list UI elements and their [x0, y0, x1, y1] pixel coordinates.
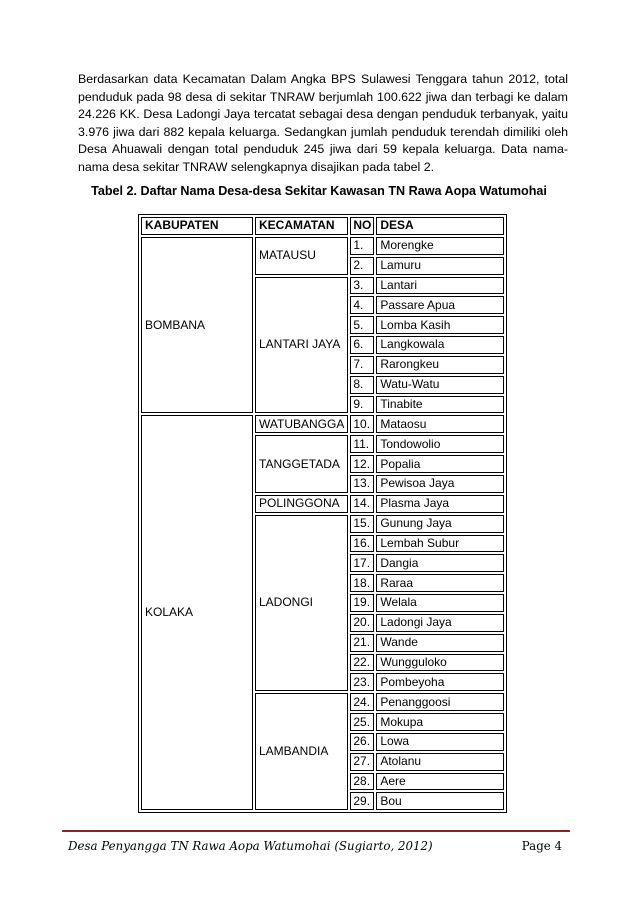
- cell-desa: Morengke: [376, 237, 504, 255]
- cell-kecamatan: LAMBANDIA: [255, 693, 348, 810]
- cell-no: 7.: [350, 356, 374, 374]
- header-desa: DESA: [376, 217, 504, 235]
- cell-no: 2.: [350, 257, 374, 275]
- cell-no: 29.: [350, 792, 374, 810]
- cell-no: 17.: [350, 554, 374, 572]
- body-paragraph: [78, 71, 568, 177]
- cell-no: 18.: [350, 574, 374, 592]
- cell-no: 22.: [350, 654, 374, 672]
- cell-no: 21.: [350, 634, 374, 652]
- table-header-row: [141, 217, 504, 235]
- cell-no: 11.: [350, 435, 374, 453]
- cell-desa: Atolanu: [376, 753, 504, 771]
- cell-no: 28.: [350, 773, 374, 791]
- cell-desa: Popalia: [376, 455, 504, 473]
- cell-desa: Wande: [376, 634, 504, 652]
- cell-desa: Mokupa: [376, 713, 504, 731]
- cell-kabupaten: BOMBANA: [141, 237, 253, 414]
- cell-no: 10.: [350, 415, 374, 433]
- cell-no: 4.: [350, 296, 374, 314]
- cell-no: 5.: [350, 316, 374, 334]
- cell-kecamatan: TANGGETADA: [255, 435, 348, 493]
- cell-no: 8.: [350, 376, 374, 394]
- cell-kecamatan: POLINGGONA: [255, 495, 348, 513]
- footer-rule: [62, 830, 570, 832]
- cell-no: 15.: [350, 515, 374, 533]
- cell-desa: Tondowolio: [376, 435, 504, 453]
- cell-desa: Plasma Jaya: [376, 495, 504, 513]
- cell-desa: Wungguloko: [376, 654, 504, 672]
- cell-desa: Passare Apua: [376, 296, 504, 314]
- cell-no: 16.: [350, 535, 374, 553]
- cell-desa: Mataosu: [376, 415, 504, 433]
- cell-no: 3.: [350, 277, 374, 295]
- cell-desa: Lantari: [376, 277, 504, 295]
- cell-desa: Lomba Kasih: [376, 316, 504, 334]
- cell-desa: Lowa: [376, 733, 504, 751]
- cell-desa: Tinabite: [376, 396, 504, 414]
- cell-no: 26.: [350, 733, 374, 751]
- cell-kecamatan: MATAUSU: [255, 237, 348, 275]
- cell-desa: Rarongkeu: [376, 356, 504, 374]
- cell-desa: Pewisoa Jaya: [376, 475, 504, 493]
- header-kecamatan: KECAMATAN: [255, 217, 348, 235]
- cell-desa: Langkowala: [376, 336, 504, 354]
- cell-desa: Aere: [376, 773, 504, 791]
- page-number: Page 4: [521, 839, 562, 853]
- cell-desa: Lamuru: [376, 257, 504, 275]
- cell-no: 27.: [350, 753, 374, 771]
- cell-desa: Penanggoosi: [376, 693, 504, 711]
- cell-kecamatan: LANTARI JAYA: [255, 277, 348, 414]
- table-body: [141, 237, 504, 810]
- village-table: [138, 214, 507, 813]
- cell-desa: Raraa: [376, 574, 504, 592]
- cell-desa: Bou: [376, 792, 504, 810]
- cell-desa: Welala: [376, 594, 504, 612]
- cell-no: 6.: [350, 336, 374, 354]
- cell-no: 25.: [350, 713, 374, 731]
- paragraph-text: Berdasarkan data Kecamatan Dalam Angka BPS Sulawesi Tenggara tahun 2012, total penduduk pada 98 desa di sekitar TNRAW berjumlah 100.622 jiwa dan terbagi ke dalam 24.226 KK. Desa Ladongi Jaya tercatat sebagai desa dengan penduduk terbanyak, yaitu 3.976 jiwa dari 882 kepala keluarga. Sedangkan jumlah penduduk terendah dimiliki oleh Desa Ahuawali dengan total penduduk 245 jiwa dari 59 kepala keluarga. Data nama-nama desa sekitar TNRAW selengkapnya disajikan pada tabel 2.: [78, 72, 568, 174]
- table-row: [141, 237, 504, 255]
- cell-kecamatan: WATUBANGGA: [255, 415, 348, 433]
- cell-no: 20.: [350, 614, 374, 632]
- cell-no: 9.: [350, 396, 374, 414]
- cell-desa: Watu-Watu: [376, 376, 504, 394]
- cell-kecamatan: LADONGI: [255, 515, 348, 692]
- cell-no: 23.: [350, 673, 374, 691]
- footer-citation: Desa Penyangga TN Rawa Aopa Watumohai (Sugiarto, 2012): [68, 839, 433, 853]
- cell-no: 1.: [350, 237, 374, 255]
- cell-no: 19.: [350, 594, 374, 612]
- header-no: NO: [350, 217, 374, 235]
- cell-desa: Dangia: [376, 554, 504, 572]
- cell-desa: Gunung Jaya: [376, 515, 504, 533]
- cell-desa: Pombeyoha: [376, 673, 504, 691]
- cell-no: 24.: [350, 693, 374, 711]
- cell-desa: Lembah Subur: [376, 535, 504, 553]
- cell-no: 14.: [350, 495, 374, 513]
- cell-desa: Ladongi Jaya: [376, 614, 504, 632]
- cell-no: 12.: [350, 455, 374, 473]
- cell-no: 13.: [350, 475, 374, 493]
- cell-kabupaten: KOLAKA: [141, 415, 253, 810]
- header-kabupaten: KABUPATEN: [141, 217, 253, 235]
- table-row: [141, 415, 504, 433]
- table-caption: Tabel 2. Daftar Nama Desa-desa Sekitar Kawasan TN Rawa Aopa Watumohai: [91, 184, 547, 198]
